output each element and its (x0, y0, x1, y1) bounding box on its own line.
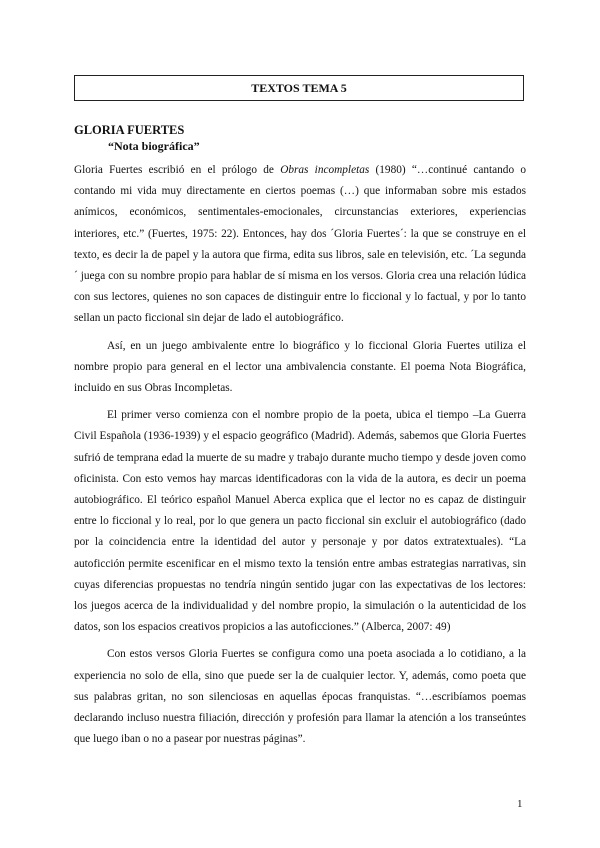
paragraph-1-post: (1980) “…continué cantando o contando mi vida muy directamente en ciertos poemas (…) que informaban sobre mis estados anímicos, económicos, sentimentales-emocionales, circunstancias exteriores, experiencias interiores, etc.” (Fuertes, 1975: 22). Entonces, hay dos ´Gloria Fuertes´: la que se construye en el texto, es decir la de papel y la autora que firma, edita sus libros, sale en televisión, etc. ´La segunda´ juega con su nombre propio para hablar de sí misma en los versos. Gloria crea una relación lúdica con sus lectores, quienes no son capaces de distinguir entre lo ficcional y lo factual, y por lo tanto sellan un pacto ficcional sin dejar de lado el autobiográfico. (74, 164, 526, 325)
paragraph-2: Así, en un juego ambivalente entre lo biográfico y lo ficcional Gloria Fuertes utiliza el nombre propio para general en el lector una ambivalencia constante. El poema Nota Biográfica, incluido en sus Obras Incompletas. (74, 339, 526, 395)
section-subtitle: “Nota biográfica” (108, 139, 200, 153)
paragraph-1-pre: Gloria Fuertes escribió en el prólogo de (74, 164, 281, 176)
paragraph-4: Con estos versos Gloria Fuertes se configura como una poeta asociada a lo cotidiano, a la experiencia no solo de ella, sino que puede ser la de cualquier lector. Y, además, como poeta que sus palabras gritan, no son silenciosas en aquellas épocas franquistas. “…escribíamos poemas declarando incluso nuestra filiación, dirección y profesión para llamar la atención a los transeúntes que luego iban o no a pasear por nuestras páginas”. (74, 648, 526, 746)
section-author-heading: GLORIA FUERTES (74, 123, 185, 137)
paragraph-1 (74, 160, 526, 330)
body-text (74, 160, 526, 756)
paragraph-1-italic-title: Obras incompletas (280, 164, 370, 176)
paragraph-3: El primer verso comienza con el nombre propio de la poeta, ubica el tiempo –La Guerra Civil Española (1936-1939) y el espacio geográfico (Madrid). Además, sabemos que Gloria Fuertes sufrió de temprana edad la muerte de su madre y trabajo durante mucho tiempo y desde joven como oficinista. Con esto vemos hay marcas identificadoras con la vida de la autora, es decir un poema autobiográfico. El teórico español Manuel Aberca explica que el lector no es capaz de distinguir entre lo ficcional y lo real, por lo que genera un pacto ficcional sin excluir el autobiográfico (dado por la coincidencia entre la identidad del autor y personaje y por datos extratextuales). “La autoficción permite escenificar en el mismo texto la tensión entre ambas estrategias narrativas, sin cuyas diferencias propuestas no tendría ningún sentido jugar con las expectativas de los lectores: los juegos acerca de la individualidad y del nombre propio, la simulación o la autenticidad de los datos, son los espacios creativos propicios a las autoficciones.” (Alberca, 2007: 49) (74, 409, 526, 634)
page-number: 1 (517, 798, 523, 810)
document-title: TEXTOS TEMA 5 (251, 81, 347, 95)
document-title-box (74, 75, 524, 101)
